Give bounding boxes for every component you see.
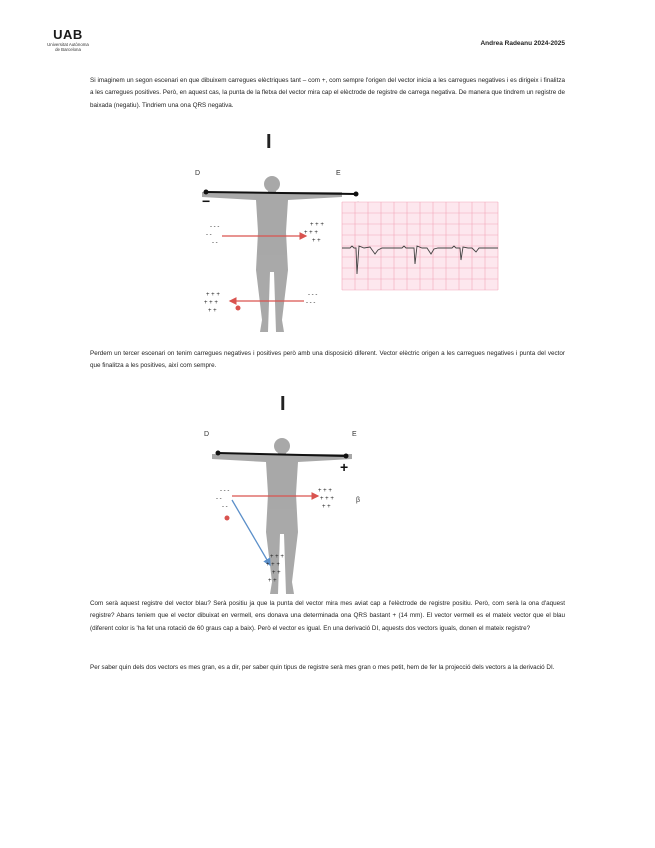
svg-text:+ + +: + + + (204, 300, 218, 306)
body-silhouette (202, 176, 342, 332)
svg-text:+ +: + + (322, 504, 331, 510)
body-silhouette-2 (212, 438, 352, 594)
lead-label: I (266, 131, 272, 153)
svg-text:- - -: - - - (220, 488, 230, 494)
figure-2 (190, 388, 390, 593)
positive-charges-upper (304, 222, 324, 244)
left-electrode-label: D (195, 170, 201, 177)
svg-text:- -: - - (222, 504, 228, 510)
lead-label-2: I (280, 393, 286, 415)
electrode-right-2 (344, 454, 349, 459)
svg-text:+ + +: + + + (320, 496, 334, 502)
right-electrode-label: E (336, 170, 341, 177)
blue-vector (232, 500, 270, 565)
svg-text:+ +: + + (208, 308, 217, 314)
svg-text:- -: - - (216, 496, 222, 502)
uab-logo (38, 28, 98, 52)
negative-charges-2 (216, 488, 229, 510)
svg-text:+ +: + + (272, 570, 281, 576)
paragraph-1: Si imaginem un segon escenari en que dibuixem carregues elèctriques tant – com +, com sempre l'origen del vector inicia a les carregues negatives i es dirigeix i finalitza a les carregues positives. Però, en aquest cas, la punta de la fletxa del vector mira cap el elèctrode de registre de carrega negativa. De manera que tindrem un registre de baixada (negatiu). Tindriem una ona QRS negativa. (90, 77, 565, 109)
svg-text:- -: - - (212, 240, 218, 246)
red-origin-dot (236, 306, 241, 311)
svg-text:+ +: + + (268, 578, 277, 584)
svg-text:+ +: + + (312, 238, 321, 244)
red-origin-dot-2 (225, 516, 230, 521)
logo-subtitle-1: Universitat Autònoma (47, 42, 89, 47)
left-electrode-label-2: D (204, 431, 210, 438)
figure-1 (180, 130, 510, 330)
svg-text:+ + +: + + + (206, 292, 220, 298)
positive-pole-sign-2: + (340, 459, 349, 475)
logo-subtitle-2: de Barcelona (55, 47, 81, 52)
angle-label: β (356, 497, 361, 504)
negative-charges-upper (206, 224, 219, 246)
author-header: Andrea Radeanu 2024-2025 (480, 40, 565, 47)
svg-text:+ + +: + + + (318, 488, 332, 494)
paragraph-4: Per saber quin dels dos vectors es mes gran, es a dir, per saber quin tipus de registre serà mes gran o mes petit, hem de fer la projecció dels vectors a la derivació DI. (90, 664, 555, 671)
paragraph-3: Com serà aquest registre del vector blau? Serà positiu ja que la punta del vector mira mes aviat cap a l'elèctrode de registre positiu. Però, com serà la ona d'aquest registre? Abans teniem que el vector dibuixat en vermell, ens donava una determinada ona QRS bastant + (14 mm). El vector vermell es el mateix vector que el blau (diferent color is 'ha fet una rotació de 60 graus cap a baix). Però el vector es igual. En una derivació DI, aquests dos vectors iguals, donen el mateix registre? (90, 600, 565, 632)
ecg-strip (342, 202, 498, 290)
svg-text:+ + +: + + + (304, 230, 318, 236)
positive-charges-lower (204, 292, 220, 314)
svg-text:+ + +: + + + (270, 554, 284, 560)
positive-charges-right-2 (318, 488, 334, 510)
svg-text:- - -: - - - (308, 292, 318, 298)
svg-text:+ + +: + + + (266, 562, 280, 568)
svg-text:- - -: - - - (306, 300, 316, 306)
negative-charges-lower (306, 292, 317, 306)
electrode-right (354, 192, 359, 197)
logo-mark: UAB (53, 27, 83, 42)
right-electrode-label-2: E (352, 431, 357, 438)
svg-text:- - -: - - - (210, 224, 220, 230)
svg-text:- -: - - (206, 232, 212, 238)
paragraph-2: Perdem un tercer escenari on tenim carregues negatives i positives però amb una disposició diferent. Vector elèctric origen a les carregues negatives i punta del vector que finalitza a les positives, així com sempre. (90, 350, 565, 370)
electrode-left-2 (216, 451, 221, 456)
negative-pole-sign: − (202, 193, 211, 209)
svg-text:+ + +: + + + (310, 222, 324, 228)
